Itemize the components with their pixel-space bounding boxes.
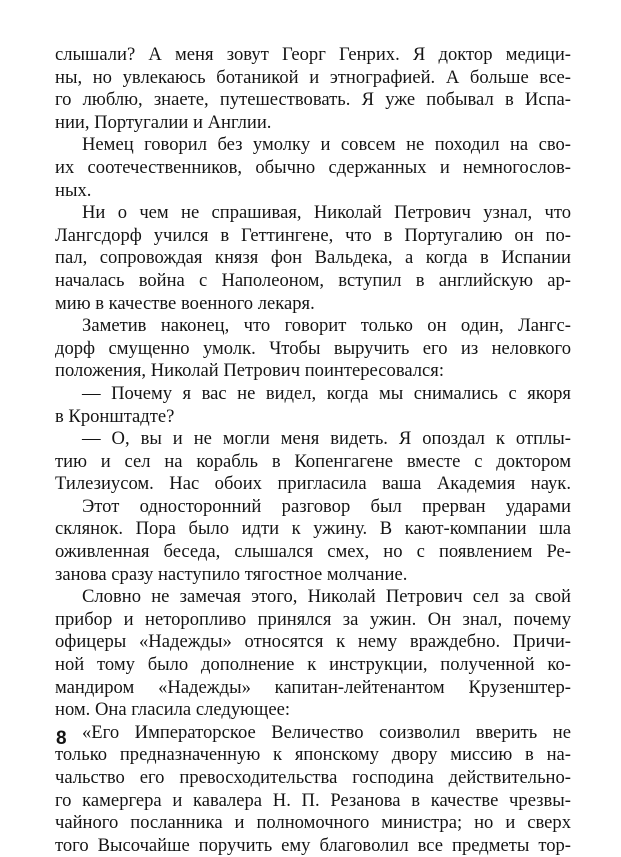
text-line: чальство его превосходительства господина действительно- xyxy=(55,767,571,788)
text-line: Заметив наконец, что говорит только он один, Лангс- xyxy=(82,315,571,337)
text-line: чайного посланника и полномочного министра; но и сверх xyxy=(55,812,571,834)
text-line: пал, сопровождая князя фон Вальдека, а когда в Испании xyxy=(55,247,571,269)
text-line: в Кронштадте? xyxy=(55,405,175,427)
text-line: — О, вы и не могли меня видеть. Я опоздал к отплы- xyxy=(82,428,571,450)
text-line: прибор и неторопливо принялся за ужин. Он знал, почему xyxy=(55,608,571,630)
text-line: того Высочайше поручить ему благоволил все предметы тор- xyxy=(55,834,571,856)
text-line: оживленная беседа, слышался смех, но с появлением Ре- xyxy=(55,541,571,563)
text-line: Лангсдорф учился в Геттингене, что в Португалию он по- xyxy=(55,224,571,246)
text-line: нии, Португалии и Англии. xyxy=(55,111,272,133)
text-line: ны, но увлекаюсь ботаникой и этнографией. А больше все- xyxy=(55,66,571,88)
text-line: Словно не замечая этого, Николай Петрович сел за свой xyxy=(82,586,571,608)
page-body-text xyxy=(55,44,571,857)
text-line: офицеры «Надежды» относятся к нему враждебно. Причи- xyxy=(55,631,571,653)
text-line: положения, Николай Петрович поинтересовался: xyxy=(55,360,445,382)
text-line: только предназначенную к японскому двору миссию в на- xyxy=(55,744,571,766)
text-line: склянок. Пора было идти к ужину. В кают-компании шла xyxy=(55,518,571,540)
text-line: — Почему я вас не видел, когда мы снимались с якоря xyxy=(82,382,571,404)
text-line: ном. Она гласила следующее: xyxy=(55,699,291,721)
text-line: Ни о чем не спрашивая, Николай Петрович узнал, что xyxy=(82,202,571,224)
text-line: го камергера и кавалера Н. П. Резанова в качестве чрезвы- xyxy=(55,789,571,811)
text-line: началась война с Наполеоном, вступил в английскую ар- xyxy=(55,269,571,291)
text-line: ных. xyxy=(55,179,92,201)
text-line: Немец говорил без умолку и совсем не походил на сво- xyxy=(82,134,571,156)
text-line: их соотечественников, обычно сдержанных и немногослов- xyxy=(55,156,571,178)
text-line: тию и сел на корабль в Копенгагене вместе с доктором xyxy=(55,450,571,472)
text-line: ной тому было дополнение к инструкции, полученной ко- xyxy=(55,654,571,676)
page-number: 8 xyxy=(56,728,67,749)
text-line: мандиром «Надежды» капитан-лейтенантом Крузенштер- xyxy=(55,676,571,698)
text-line: Этот односторонний разговор был прерван ударами xyxy=(82,495,571,517)
text-line: Тилезиусом. Нас обоих пригласила ваша Академия наук. xyxy=(55,473,571,495)
text-line: мию в качестве военного лекаря. xyxy=(55,292,315,314)
text-line: занова сразу наступило тягостное молчание. xyxy=(55,563,408,585)
text-line: «Его Императорское Величество соизволил вверить не xyxy=(82,721,571,743)
text-line: слышали? А меня зовут Георг Генрих. Я доктор медици- xyxy=(55,44,571,65)
text-line: дорф смущенно умолк. Чтобы выручить его из неловкого xyxy=(55,337,571,359)
text-line: го люблю, знаете, путешествовать. Я уже побывал в Испа- xyxy=(55,89,571,111)
